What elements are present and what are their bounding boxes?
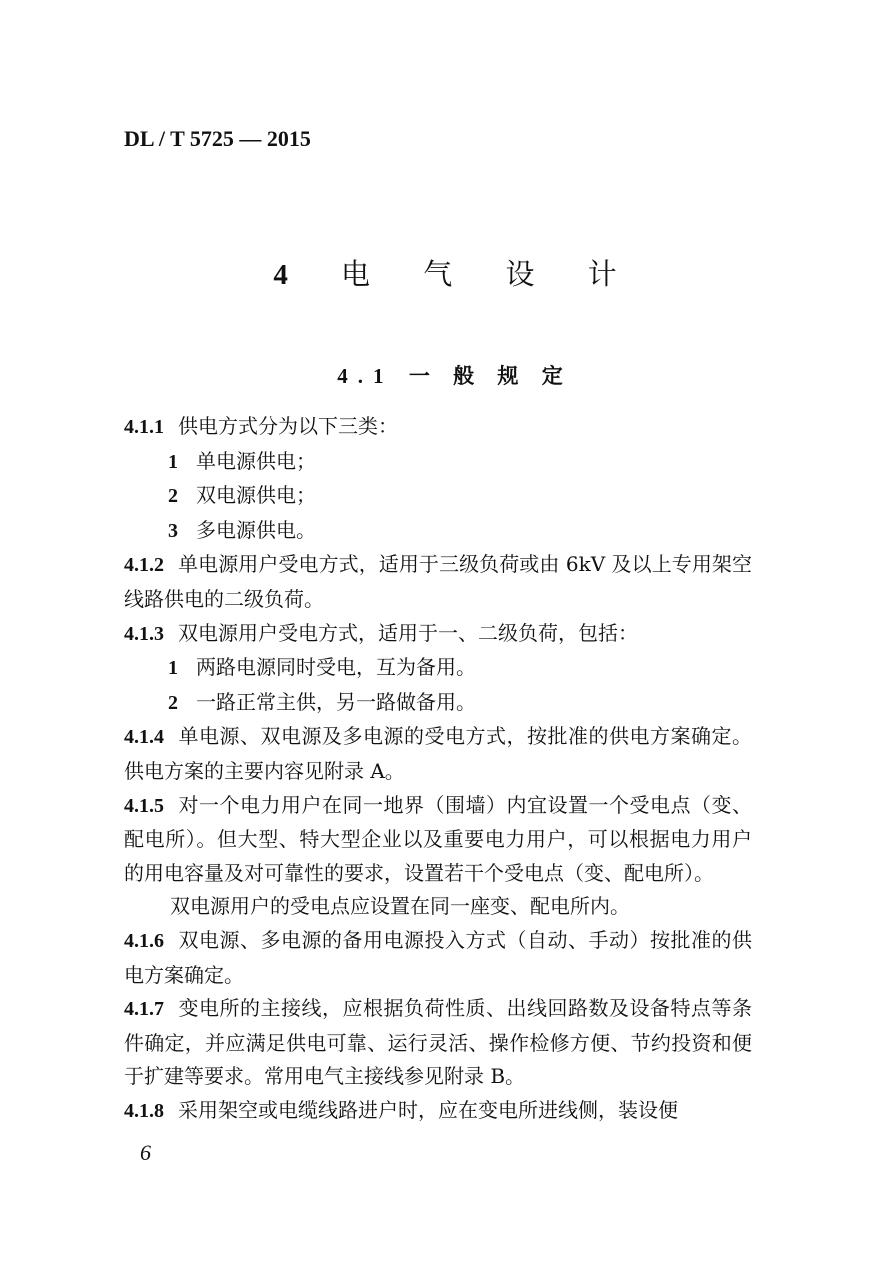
page-number: 6 [140,1140,151,1165]
standard-code: DL / T 5725 — 2015 [124,126,311,151]
item-text: 一路正常主供，另一路做备用。 [196,689,476,714]
section-number: 4.1 [337,364,394,388]
list-item [124,514,752,549]
item-number: 2 [168,691,178,714]
list-item [124,686,752,721]
clause-number: 4.1.4 [124,726,164,749]
clause-paragraph: 双电源用户的受电点应设置在同一座变、配电所内。 [170,894,630,919]
item-text: 两路电源同时受电，互为备用。 [196,655,476,680]
clause-text: 单电源、双电源及多电源的受电方式，按批准的供电方案确定。供电方案的主要内容见附录 A。 [124,724,752,783]
clause-number: 4.1.3 [124,622,164,645]
clause-text: 变电所的主接线，应根据负荷性质、出线回路数及设备特点等条件确定，并应满足供电可靠、运行灵活、操作检修方便、节约投资和便于扩建等要求。常用电气主接线参见附录 B。 [124,996,752,1089]
item-text: 多电源供电。 [196,517,316,542]
clause-number: 4.1.7 [124,998,164,1021]
body-text [124,410,752,1128]
list-item [124,651,752,686]
item-number: 2 [168,485,178,508]
clause [124,410,752,445]
chapter-number: 4 [273,259,310,291]
clause-text: 双电源用户受电方式，适用于一、二级负荷，包括： [178,620,638,645]
clause [124,992,752,1094]
clause [124,617,752,652]
item-text: 双电源供电； [196,483,316,508]
clause-number: 4.1.1 [124,416,164,438]
clause-text: 采用架空或电缆线路进户时，应在变电所进线侧，装设便 [178,1097,678,1122]
item-number: 3 [168,519,178,542]
chapter-heading [0,252,892,293]
clause-number: 4.1.2 [124,554,164,577]
clause-text: 双电源、多电源的备用电源投入方式（自动、手动）按批准的供电方案确定。 [124,927,752,987]
clause-number: 4.1.5 [124,794,164,817]
list-item [124,445,752,480]
chapter-title: 电 气 设 计 [341,257,639,291]
section-title: 一 般 规 定 [408,363,571,388]
item-text: 单电源供电； [196,448,316,473]
clause [124,720,752,788]
clause-text: 单电源用户受电方式，适用于三级负荷或由 6kV 及以上专用架空线路供电的二级负荷。 [124,552,752,611]
list-item [124,479,752,514]
clause [124,789,752,891]
clause-number: 4.1.6 [124,929,164,952]
item-number: 1 [168,657,178,680]
item-number: 1 [168,450,178,473]
clause-number: 4.1.8 [124,1099,164,1122]
clause [124,548,752,616]
section-heading [0,360,892,390]
clause-text: 对一个电力用户在同一地界（围墙）内宜设置一个受电点（变、配电所）。但大型、特大型企业以及重要电力用户，可以根据电力用户的用电容量及对可靠性的要求，设置若干个受电点（变、配电所）。 [124,792,752,885]
clause [124,924,752,992]
clause [124,1094,752,1129]
clause-text: 供电方式分为以下三类： [178,414,398,438]
